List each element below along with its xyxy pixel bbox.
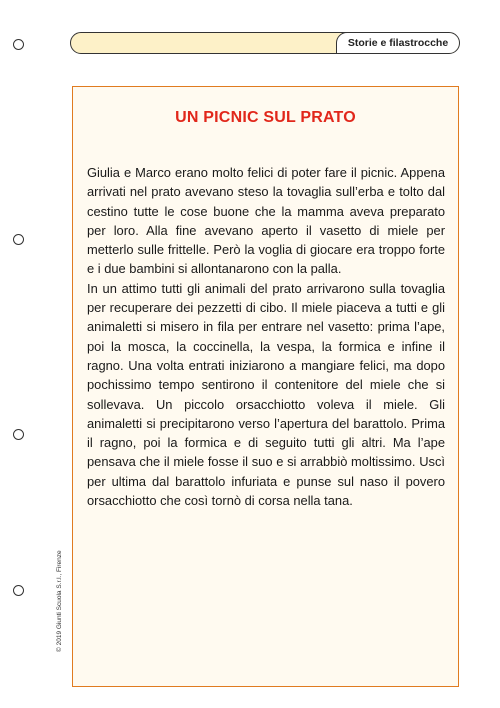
- binder-hole-4: [13, 585, 24, 596]
- story-text: [87, 163, 445, 510]
- section-label: Storie e filastrocche: [336, 32, 460, 54]
- story-panel: [72, 86, 459, 687]
- header-bar: [70, 32, 460, 54]
- binder-hole-2: [13, 234, 24, 245]
- story-paragraph-1: Giulia e Marco erano molto felici di poter fare il picnic. Appena arrivati nel prato avevano steso la tovaglia sull’erba e tolto dal cestino tutte le cose buone che la mamma aveva preparato per loro. Alla fine avevano aperto il vasetto di miele per metterlo sulle frittelle. Però la voglia di giocare era troppo forte e i due bambini si allontanarono con la palla.: [87, 165, 445, 277]
- binder-hole-1: [13, 39, 24, 50]
- copyright-text: © 2019 Giunti Scuola S.r.l., Firenze: [56, 550, 63, 652]
- story-paragraph-2: In un attimo tutti gli animali del prato arrivarono sulla tovaglia per recuperare dei pezzetti di cibo. Il miele piaceva a tutti e gli animaletti si misero in fila per entrare nel vasetto: prima l’ape, poi la mosca, la coccinella, la vespa, la formica e infine il ragno. Una volta entrati iniziarono a mangiare felici, ma dopo pochissimo tempo sentirono il contenitore del miele che si sollevava. Un piccolo orsacchiotto voleva il miele. Gli animaletti si precipitarono verso l’apertura del barattolo. Prima il ragno, poi la formica e di seguito tutti gli altri. Ma l’ape pensava che il miele fosse il suo e si arrabbiò moltissimo. Uscì per ultima dal barattolo infuriata e punse sul naso il povero orsacchiotto che così tornò di corsa nella tana.: [87, 280, 445, 509]
- binder-hole-3: [13, 429, 24, 440]
- story-title: UN PICNIC SUL PRATO: [175, 109, 356, 126]
